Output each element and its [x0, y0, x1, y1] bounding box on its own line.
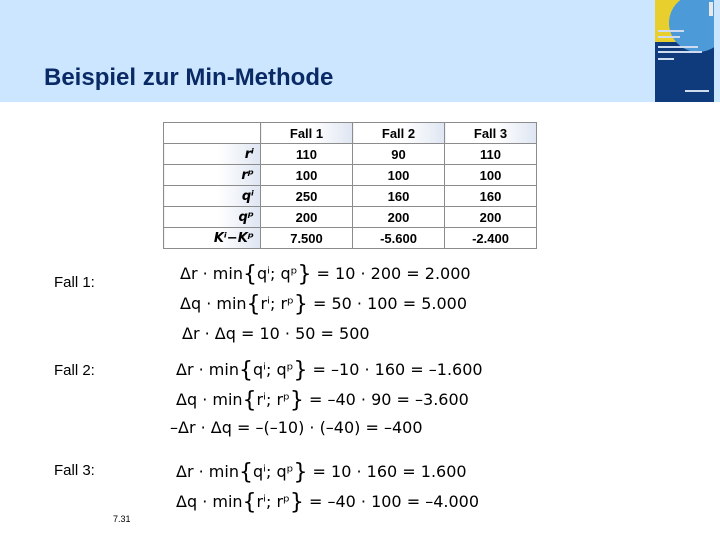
table-header-row [164, 123, 537, 144]
table-cell: -2.400 [445, 228, 537, 249]
cover-text-line [658, 36, 680, 38]
left-brace: { [238, 358, 253, 383]
case-label-fall-2: Fall 2: [54, 362, 95, 379]
table-cell: 110 [445, 144, 537, 165]
table-header-cell: Fall 1 [261, 123, 353, 144]
formula-line [180, 292, 467, 317]
formula-line [176, 490, 479, 515]
formula-inner: rⁱ; rᵖ [256, 390, 290, 409]
table-row [164, 228, 537, 249]
table-cell: 200 [353, 207, 445, 228]
formula-result: = 10 · 160 = 1.600 [307, 462, 467, 481]
slide-title: Beispiel zur Min-Methode [44, 64, 334, 91]
formula-inner: qⁱ; qᵖ [256, 264, 298, 283]
table-cell: 160 [353, 186, 445, 207]
formula-inner: rⁱ; rᵖ [256, 492, 290, 511]
formula-prefix: Δq · min [176, 390, 243, 409]
formula-line [180, 262, 471, 287]
case-label-fall-1: Fall 1: [54, 274, 95, 291]
left-brace: { [242, 262, 257, 287]
cover-text-line [658, 30, 684, 32]
left-brace: { [246, 292, 261, 317]
table-header-cell: Fall 3 [445, 123, 537, 144]
table-cell: 7.500 [261, 228, 353, 249]
table-row-label: qᵖ [164, 207, 261, 228]
table-row [164, 165, 537, 186]
page-number: 7.31 [113, 514, 131, 524]
table-cell: 160 [445, 186, 537, 207]
left-brace: { [238, 460, 253, 485]
formula-line [176, 388, 469, 413]
right-brace: } [297, 262, 312, 287]
formula-prefix: Δr · min [176, 462, 239, 481]
table-cell: -5.600 [353, 228, 445, 249]
formula-prefix: Δr · min [176, 360, 239, 379]
formula-result: = 10 · 200 = 2.000 [311, 264, 471, 283]
formula-result: = –10 · 160 = –1.600 [307, 360, 483, 379]
formula-line: Δr · Δq = 10 · 50 = 500 [182, 324, 370, 343]
table-row [164, 186, 537, 207]
cover-spine-mark [709, 2, 713, 16]
table-row-label: qⁱ [164, 186, 261, 207]
table-row-label: rⁱ [164, 144, 261, 165]
formula-inner: qⁱ; qᵖ [252, 462, 294, 481]
formula-inner: qⁱ; qᵖ [252, 360, 294, 379]
right-brace: } [293, 358, 308, 383]
cover-text-line [658, 51, 702, 53]
data-table [163, 122, 537, 249]
table-header-cell: Fall 2 [353, 123, 445, 144]
cover-circle [669, 0, 714, 52]
formula-result: = 50 · 100 = 5.000 [307, 294, 467, 313]
table-cell: 200 [445, 207, 537, 228]
formula-result: = –40 · 100 = –4.000 [303, 492, 479, 511]
formula-prefix: Δq · min [176, 492, 243, 511]
left-brace: { [242, 490, 257, 515]
table-cell: 100 [261, 165, 353, 186]
formula-line [176, 460, 467, 485]
table-row-label: rᵖ [164, 165, 261, 186]
cover-text-line [658, 46, 698, 48]
table-row [164, 207, 537, 228]
cover-text-line [658, 58, 674, 60]
table-cell: 90 [353, 144, 445, 165]
case-label-fall-3: Fall 3: [54, 462, 95, 479]
table-cell: 100 [353, 165, 445, 186]
formula-result: = –40 · 90 = –3.600 [303, 390, 469, 409]
cover-logo [685, 90, 709, 92]
right-brace: } [289, 490, 304, 515]
table-cell: 250 [261, 186, 353, 207]
table-cell: 100 [445, 165, 537, 186]
table-cell: 110 [261, 144, 353, 165]
formula-line: –Δr · Δq = –(–10) · (–40) = –400 [170, 418, 423, 437]
book-cover-image [655, 0, 714, 102]
right-brace: } [293, 460, 308, 485]
right-brace: } [289, 388, 304, 413]
left-brace: { [242, 388, 257, 413]
formula-prefix: Δr · min [180, 264, 243, 283]
formula-line [176, 358, 483, 383]
right-brace: } [293, 292, 308, 317]
formula-prefix: Δq · min [180, 294, 247, 313]
formula-inner: rⁱ; rᵖ [260, 294, 294, 313]
table-header-cell [164, 123, 261, 144]
table-row [164, 144, 537, 165]
table-cell: 200 [261, 207, 353, 228]
table-row-label: Kⁱ−Kᵖ [164, 228, 261, 249]
